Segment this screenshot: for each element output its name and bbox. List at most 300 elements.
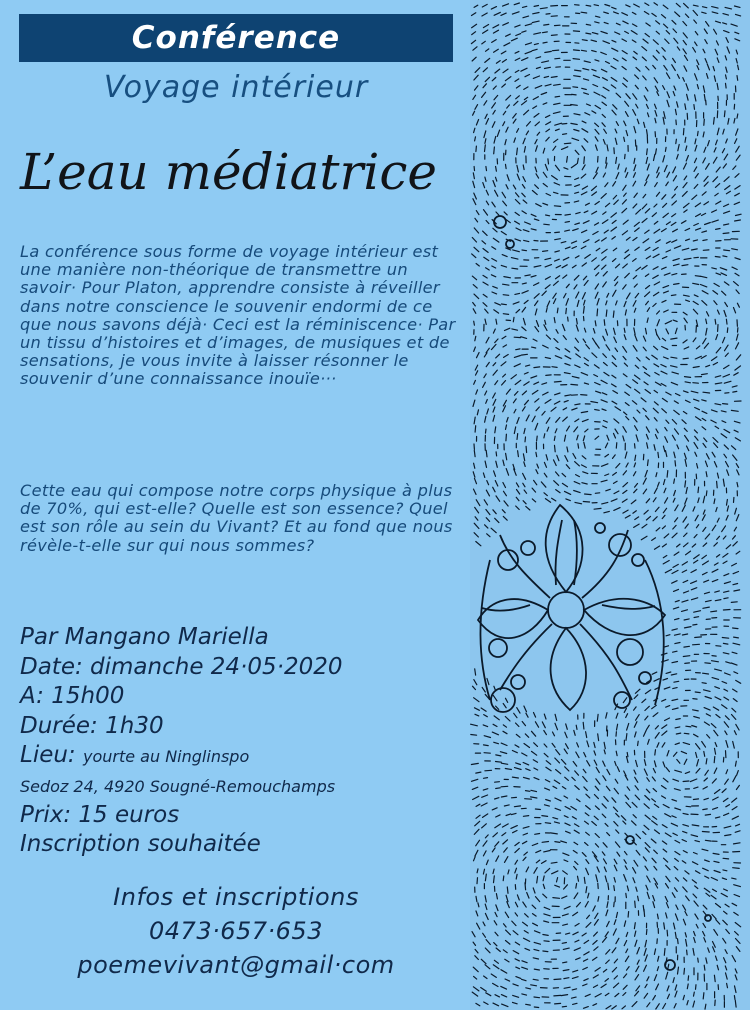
flow-dash xyxy=(572,989,576,990)
flow-dash xyxy=(716,715,720,718)
flow-dash xyxy=(593,957,597,960)
flow-dash xyxy=(674,589,679,591)
flow-dash xyxy=(692,726,697,728)
flow-dash xyxy=(733,542,737,546)
flow-dash xyxy=(544,462,546,467)
flow-dash xyxy=(734,672,738,674)
flow-dash xyxy=(544,907,550,909)
flow-dash xyxy=(705,860,710,862)
flow-dash xyxy=(641,398,646,402)
flow-dash xyxy=(472,779,478,781)
flow-dash xyxy=(572,265,576,268)
flow-dash xyxy=(574,893,578,899)
flow-dash xyxy=(683,851,687,853)
flow-dash xyxy=(705,59,707,63)
flow-dash xyxy=(596,248,600,251)
flow-dash xyxy=(582,129,588,133)
flow-dash xyxy=(594,795,598,799)
flow-dash xyxy=(575,861,578,864)
flow-dash xyxy=(665,39,669,44)
flow-dash xyxy=(617,767,619,772)
flow-dash xyxy=(562,473,566,476)
flow-dash xyxy=(684,210,687,212)
flow-dash xyxy=(683,831,687,833)
flow-dash xyxy=(572,247,576,249)
flow-dash xyxy=(583,221,589,224)
flow-dash xyxy=(724,177,729,182)
flow-dash xyxy=(494,147,495,154)
contact-phone: 0473·657·653 xyxy=(149,917,323,945)
flow-dash xyxy=(496,755,501,756)
flow-dash xyxy=(674,552,679,555)
flow-dash xyxy=(534,1007,538,1008)
flow-dash xyxy=(622,200,626,204)
flow-dash xyxy=(483,473,484,477)
event-price: Prix: 15 euros xyxy=(20,801,180,828)
flow-dash xyxy=(624,121,626,126)
flow-dash xyxy=(712,268,717,269)
flow-dash xyxy=(503,876,504,881)
flow-dash xyxy=(662,338,665,341)
flow-dash xyxy=(514,427,515,434)
flow-dash xyxy=(686,156,688,162)
flow-dash xyxy=(723,870,727,871)
flow-dash xyxy=(715,591,720,592)
flow-dash xyxy=(526,415,529,421)
flow-dash xyxy=(603,969,606,972)
flow-dash xyxy=(705,592,710,594)
flow-dash xyxy=(646,301,649,304)
flow-dash xyxy=(535,423,538,430)
flow-dash xyxy=(494,49,499,52)
flow-dash xyxy=(675,840,680,843)
flow-dash xyxy=(544,434,545,438)
flow-dash xyxy=(704,95,705,101)
flow-dash xyxy=(682,221,687,224)
flow-dash xyxy=(696,525,698,528)
flow-dash xyxy=(595,60,599,61)
flow-dash xyxy=(606,489,610,491)
flow-dash xyxy=(704,752,705,757)
flow-dash xyxy=(484,745,489,746)
flow-dash xyxy=(503,122,505,126)
flow-dash xyxy=(674,752,677,756)
flow-dash xyxy=(641,536,647,540)
flow-dash xyxy=(595,105,600,108)
flow-dash xyxy=(475,86,478,90)
flow-dash xyxy=(653,408,658,413)
flow-dash xyxy=(603,354,607,358)
flow-dash xyxy=(517,129,519,133)
flow-dash xyxy=(703,443,706,447)
flow-dash xyxy=(582,933,586,936)
flow-dash xyxy=(483,814,488,818)
flow-dash xyxy=(483,275,487,278)
flow-dash xyxy=(536,57,541,58)
flow-dash xyxy=(523,483,525,487)
flow-dash xyxy=(605,454,609,457)
flow-dash xyxy=(696,871,700,874)
flow-dash xyxy=(634,489,637,493)
flow-dash xyxy=(583,472,588,474)
flow-dash xyxy=(503,295,509,296)
flow-dash xyxy=(573,87,578,88)
flow-dash xyxy=(701,285,707,287)
flow-dash xyxy=(683,129,684,135)
flow-dash xyxy=(671,357,677,358)
flow-dash xyxy=(526,1004,531,1005)
flow-dash xyxy=(545,823,550,824)
flow-dash xyxy=(736,14,741,16)
flow-dash xyxy=(522,994,527,995)
flow-dash xyxy=(582,465,587,468)
flow-dash xyxy=(635,975,639,980)
flow-dash xyxy=(713,947,715,952)
flow-dash xyxy=(657,967,658,971)
flow-dash xyxy=(612,110,616,115)
flow-dash xyxy=(475,137,476,141)
flow-dash xyxy=(555,429,557,433)
flow-dash xyxy=(605,474,609,476)
contact-email[interactable]: poemevivant@gmail·com xyxy=(77,951,395,979)
flow-dash xyxy=(532,731,536,736)
flow-dash xyxy=(525,799,532,800)
flow-dash xyxy=(613,182,616,186)
flow-dash xyxy=(482,41,486,44)
flow-dash xyxy=(594,365,599,368)
flow-dash xyxy=(693,699,697,700)
flow-dash xyxy=(485,770,492,771)
flow-dash xyxy=(513,399,516,403)
flow-dash xyxy=(603,843,607,848)
flow-dash xyxy=(663,286,669,288)
flow-dash xyxy=(636,435,638,441)
flow-dash xyxy=(636,887,637,891)
flow-dash xyxy=(661,365,666,367)
flow-dash xyxy=(623,471,626,475)
flow-dash xyxy=(495,995,500,997)
flow-dash xyxy=(586,923,591,928)
flow-dash xyxy=(473,199,476,205)
flow-dash xyxy=(703,510,705,514)
flow-dash xyxy=(484,778,488,779)
flow-dash xyxy=(565,823,570,825)
flow-dash xyxy=(625,392,630,395)
flow-dash xyxy=(664,291,669,293)
flow-dash xyxy=(522,291,528,294)
flow-dash xyxy=(647,876,650,882)
flow-dash xyxy=(593,232,598,235)
flow-dash xyxy=(696,769,700,774)
flow-dash xyxy=(732,708,736,712)
flow-dash xyxy=(494,716,499,720)
flow-dash xyxy=(664,687,670,689)
flow-dash xyxy=(475,336,476,341)
flow-dash xyxy=(723,610,730,611)
flow-dash xyxy=(613,259,616,262)
flow-dash xyxy=(493,181,495,187)
flow-dash xyxy=(664,310,669,312)
flow-dash xyxy=(556,418,560,423)
flow-dash xyxy=(495,782,500,783)
flow-dash xyxy=(544,753,548,757)
flow-dash xyxy=(634,923,635,929)
flow-dash xyxy=(584,281,588,286)
flow-dash xyxy=(595,968,600,972)
flow-dash xyxy=(675,461,676,466)
flow-dash xyxy=(473,967,478,972)
flow-dash xyxy=(683,995,684,999)
flow-dash xyxy=(595,137,598,141)
flow-dash xyxy=(726,515,728,520)
flow-dash xyxy=(517,434,518,440)
flow-dash xyxy=(566,831,571,833)
flow-dash xyxy=(724,697,729,700)
flow-dash xyxy=(705,770,708,775)
flow-dash xyxy=(587,915,590,918)
flow-dash xyxy=(633,259,637,262)
flow-dash xyxy=(603,776,606,781)
flow-dash xyxy=(714,462,716,467)
flow-dash xyxy=(595,913,598,918)
flow-dash xyxy=(683,412,686,414)
flow-dash xyxy=(734,430,738,432)
flow-dash xyxy=(696,744,700,750)
flow-dash xyxy=(548,159,549,164)
flow-dash xyxy=(611,227,617,231)
flow-dash xyxy=(702,301,707,306)
flow-dash xyxy=(705,697,711,699)
flow-dash xyxy=(515,768,522,770)
flow-dash xyxy=(622,39,626,41)
flow-dash xyxy=(515,392,518,396)
flow-dash xyxy=(474,417,475,424)
flow-dash xyxy=(545,285,550,289)
flow-dash xyxy=(697,760,699,766)
flow-dash xyxy=(624,137,625,141)
flow-dash xyxy=(611,78,617,82)
flow-dash xyxy=(523,841,527,843)
flow-dash xyxy=(604,230,608,233)
flow-dash xyxy=(476,911,478,916)
flow-dash xyxy=(605,876,607,882)
flow-dash xyxy=(583,436,584,441)
flow-dash xyxy=(494,960,498,963)
flow-dash xyxy=(501,265,506,267)
flow-dash xyxy=(612,1006,617,1009)
flow-dash xyxy=(733,455,737,460)
flow-dash xyxy=(483,725,487,727)
flow-dash xyxy=(724,204,729,206)
flow-dash xyxy=(727,983,728,987)
flow-dash xyxy=(713,67,714,71)
flow-dash xyxy=(553,818,558,819)
flow-dash xyxy=(567,447,568,452)
place-label: Lieu: xyxy=(20,742,76,768)
flow-dash xyxy=(635,517,639,520)
flow-dash xyxy=(682,634,687,635)
flow-dash xyxy=(486,993,491,996)
flow-dash xyxy=(683,340,687,343)
flow-dash xyxy=(732,878,736,879)
flow-dash xyxy=(675,888,678,892)
flow-dash xyxy=(645,34,649,37)
flow-dash xyxy=(595,834,599,838)
flow-dash xyxy=(716,920,720,925)
flow-dash xyxy=(506,389,510,394)
flow-dash xyxy=(623,993,626,996)
flow-dash xyxy=(676,3,680,7)
flow-dash xyxy=(657,914,658,919)
flow-dash xyxy=(505,979,510,981)
flow-dash xyxy=(582,483,587,484)
flow-dash xyxy=(616,157,617,163)
flow-dash xyxy=(523,230,529,232)
flow-dash xyxy=(556,750,560,755)
flow-dash xyxy=(506,469,508,476)
flow-dash xyxy=(512,813,517,814)
flow-dash xyxy=(494,471,496,476)
flow-dash xyxy=(604,363,608,366)
flow-dash xyxy=(493,487,495,492)
flow-dash xyxy=(596,343,600,348)
flow-dash xyxy=(663,679,668,681)
flow-dash xyxy=(504,491,507,495)
flow-dash xyxy=(722,291,726,295)
flow-dash xyxy=(624,335,626,340)
flow-dash xyxy=(627,724,629,731)
flow-dash xyxy=(511,826,517,829)
flow-dash xyxy=(565,230,570,231)
flow-dash xyxy=(484,500,487,505)
flow-dash xyxy=(737,303,739,307)
flow-dash xyxy=(622,13,628,16)
flow-dash xyxy=(673,833,677,835)
flow-dash xyxy=(484,131,486,138)
flow-dash xyxy=(724,282,729,285)
flow-dash xyxy=(672,240,677,242)
flow-dash xyxy=(605,979,608,982)
flow-dash xyxy=(734,912,738,915)
flow-dash xyxy=(596,767,599,772)
flow-dash xyxy=(586,806,591,810)
flow-dash xyxy=(727,500,728,506)
flow-dash xyxy=(654,3,658,5)
flow-dash xyxy=(597,299,599,305)
flow-dash xyxy=(627,967,630,971)
flow-dash xyxy=(724,250,730,251)
flow-dash xyxy=(704,147,706,152)
flow-dash xyxy=(714,861,719,862)
flow-dash xyxy=(722,638,728,639)
flow-dash xyxy=(564,749,567,754)
flow-dash xyxy=(655,830,660,834)
flow-dash xyxy=(604,129,607,133)
flow-dash xyxy=(612,237,615,240)
flow-dash xyxy=(544,914,550,916)
flow-dash xyxy=(557,455,559,460)
flow-dash xyxy=(582,230,587,232)
flow-dash xyxy=(523,200,527,203)
flow-dash xyxy=(563,417,568,421)
flow-dash xyxy=(535,834,540,835)
flow-dash xyxy=(693,710,699,711)
flow-dash xyxy=(671,366,677,368)
flow-dash xyxy=(645,274,648,276)
flow-dash xyxy=(733,391,737,392)
flow-dash xyxy=(531,790,537,791)
flow-dash xyxy=(595,202,599,205)
flow-dash xyxy=(575,185,580,187)
flow-dash xyxy=(546,194,550,196)
flow-dash xyxy=(704,202,709,205)
flow-dash xyxy=(586,887,587,893)
flow-dash xyxy=(613,473,617,476)
flow-dash xyxy=(734,885,741,887)
flow-dash xyxy=(683,78,685,82)
flow-dash xyxy=(684,163,687,169)
flow-dash xyxy=(703,49,705,53)
flow-dash xyxy=(734,996,735,1000)
flow-dash xyxy=(735,438,740,441)
flow-dash xyxy=(656,31,659,34)
flow-dash xyxy=(536,67,540,68)
flow-dash xyxy=(616,443,617,448)
flow-dash xyxy=(645,796,650,801)
flow-dash xyxy=(625,866,627,870)
flow-dash xyxy=(476,371,478,375)
flow-dash xyxy=(586,868,589,874)
flow-dash xyxy=(634,4,640,7)
flow-dash xyxy=(575,924,579,927)
flow-dash xyxy=(526,131,528,135)
flow-dash xyxy=(717,518,719,522)
flow-dash xyxy=(726,139,728,143)
flow-dash xyxy=(475,426,476,432)
flow-dash xyxy=(496,61,500,64)
flow-dash xyxy=(475,850,478,856)
flow-dash xyxy=(614,12,619,14)
flow-dash xyxy=(614,277,618,281)
flow-dash xyxy=(672,435,675,440)
flow-dash xyxy=(513,931,518,935)
flow-dash xyxy=(695,914,698,919)
flow-dash xyxy=(523,902,526,907)
flow-dash xyxy=(475,105,478,110)
flow-dash xyxy=(535,931,541,933)
flow-dash xyxy=(516,310,520,313)
flow-dash xyxy=(712,410,718,412)
flow-dash xyxy=(705,223,711,225)
flow-dash xyxy=(541,93,546,95)
flow-dash xyxy=(491,528,496,533)
flow-dash xyxy=(582,456,586,459)
flow-dash xyxy=(725,904,729,907)
flow-dash xyxy=(702,427,706,430)
flow-dash xyxy=(691,581,697,584)
flow-dash xyxy=(566,299,568,306)
conference-banner: Conférence xyxy=(19,14,453,62)
flow-dash xyxy=(532,843,537,845)
flow-dash xyxy=(594,932,598,936)
flow-dash xyxy=(587,761,590,766)
flow-dash xyxy=(606,950,610,955)
flow-dash xyxy=(573,454,576,459)
flow-dash xyxy=(572,376,579,378)
flow-dash xyxy=(595,844,598,847)
flow-dash xyxy=(636,966,639,971)
flow-dash xyxy=(517,148,518,155)
